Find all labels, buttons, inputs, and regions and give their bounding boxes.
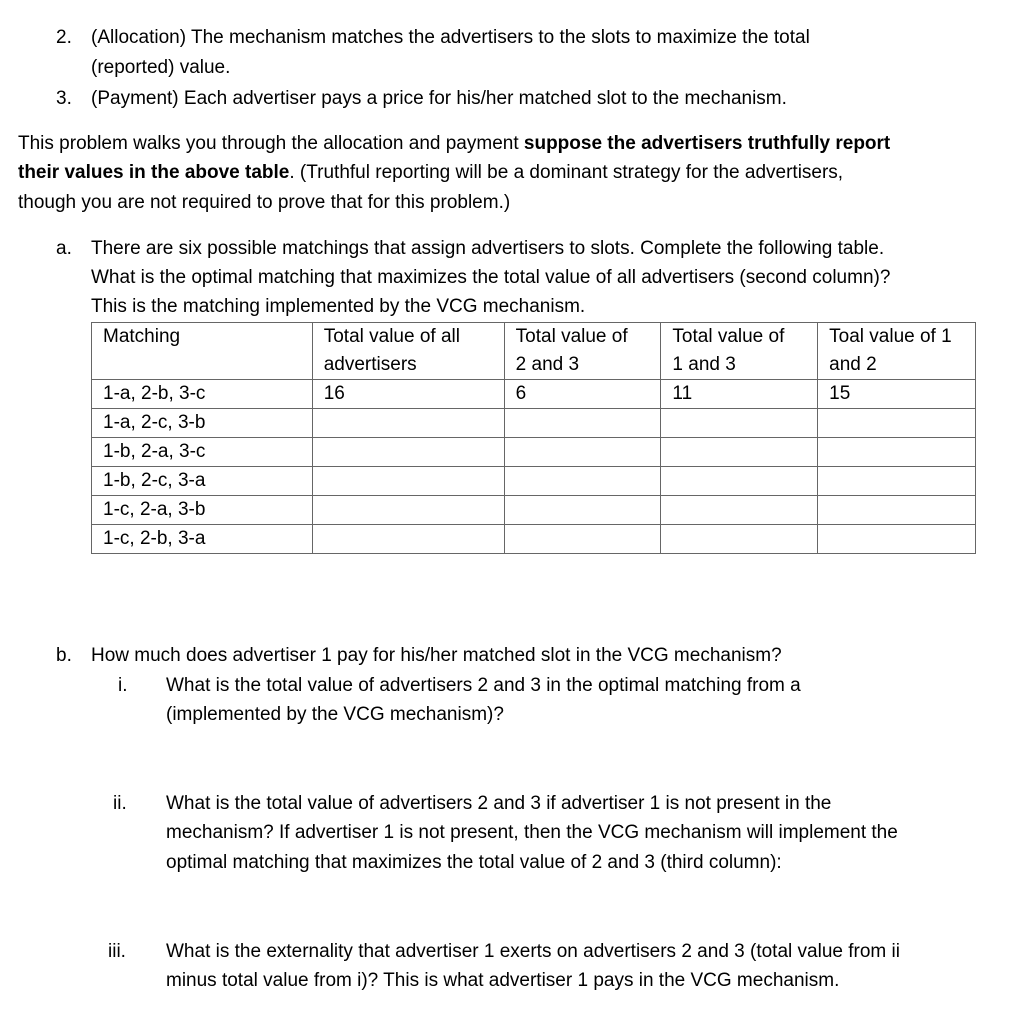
intro-line-2-plain: . (Truthful reporting will be a dominant strategy for the advertisers, [289,162,844,183]
header-total-all: Total value of all advertisers [312,323,504,380]
sub-ii-line-1: What is the total value of advertisers 2 and 3 if advertiser 1 is not present in the [166,793,832,814]
header-total-1-3: Total value of 1 and 3 [661,323,818,380]
cell-total-1-2[interactable]: 15 [818,380,976,409]
payment-line: (Payment) Each advertiser pays a price for his/her matched slot to the mechanism. [91,88,787,109]
part-a-line-2: What is the optimal matching that maximizes the total value of all advertisers (second column)? [91,267,891,288]
sub-ii-label: ii. [113,793,127,814]
intro-line-1-plain: This problem walks you through the allocation and payment [18,133,524,154]
cell-total-1-2[interactable] [818,496,976,525]
cell-matching: 1-b, 2-a, 3-c [92,438,313,467]
sub-ii-line-2: mechanism? If advertiser 1 is not present, then the VCG mechanism will implement the [166,822,898,843]
intro-line-2-bold: their values in the above table [18,162,290,183]
cell-matching: 1-b, 2-c, 3-a [92,467,313,496]
sub-i-line-1: What is the total value of advertisers 2 and 3 in the optimal matching from a [166,675,801,696]
part-a-label: a. [56,238,72,259]
cell-total-1-2[interactable] [818,467,976,496]
cell-total-2-3[interactable] [504,438,661,467]
cell-matching: 1-a, 2-c, 3-b [92,409,313,438]
allocation-line-1: (Allocation) The mechanism matches the advertisers to the slots to maximize the total [91,27,810,48]
cell-total-1-3[interactable] [661,467,818,496]
table-row [92,525,976,554]
cell-total-all[interactable] [312,467,504,496]
cell-total-2-3[interactable] [504,496,661,525]
table-row [92,380,976,409]
part-b-label: b. [56,645,72,666]
cell-total-all[interactable] [312,438,504,467]
table-row [92,496,976,525]
part-b-question: How much does advertiser 1 pay for his/her matched slot in the VCG mechanism? [91,645,782,666]
sub-ii-line-3: optimal matching that maximizes the total value of 2 and 3 (third column): [166,852,782,873]
sub-i-line-2: (implemented by the VCG mechanism)? [166,704,504,725]
cell-total-2-3[interactable] [504,409,661,438]
table-row [92,467,976,496]
table-row [92,409,976,438]
sub-iii-line-1: What is the externality that advertiser 1 exerts on advertisers 2 and 3 (total value from ii [166,941,900,962]
sub-iii-label: iii. [108,941,126,962]
cell-total-2-3[interactable] [504,467,661,496]
sub-i-label: i. [118,675,128,696]
list-number-2: 2. [56,27,72,48]
cell-total-1-2[interactable] [818,525,976,554]
table-header-row [92,323,976,380]
matching-table [91,322,976,554]
intro-line-1 [18,129,890,158]
cell-total-all[interactable] [312,409,504,438]
cell-total-1-3[interactable] [661,438,818,467]
intro-line-2 [18,158,843,187]
cell-total-1-2[interactable] [818,409,976,438]
cell-total-1-2[interactable] [818,438,976,467]
cell-total-1-3[interactable] [661,409,818,438]
cell-total-all[interactable] [312,525,504,554]
cell-total-all[interactable] [312,496,504,525]
header-total-2-3: Total value of 2 and 3 [504,323,661,380]
part-a-line-1: There are six possible matchings that assign advertisers to slots. Complete the following table. [91,238,885,259]
cell-total-2-3[interactable]: 6 [504,380,661,409]
allocation-line-2: (reported) value. [91,57,231,78]
header-total-1-2: Toal value of 1 and 2 [818,323,976,380]
sub-iii-line-2: minus total value from i)? This is what advertiser 1 pays in the VCG mechanism. [166,970,840,991]
cell-total-1-3[interactable]: 11 [661,380,818,409]
table-row [92,438,976,467]
part-a-line-3: This is the matching implemented by the VCG mechanism. [91,296,586,317]
cell-matching: 1-a, 2-b, 3-c [92,380,313,409]
cell-total-all[interactable]: 16 [312,380,504,409]
list-number-3: 3. [56,88,72,109]
cell-matching: 1-c, 2-a, 3-b [92,496,313,525]
header-matching: Matching [92,323,313,380]
cell-total-1-3[interactable] [661,525,818,554]
intro-line-1-bold: suppose the advertisers truthfully report [523,133,891,154]
cell-total-1-3[interactable] [661,496,818,525]
intro-line-3: though you are not required to prove that for this problem.) [18,192,511,213]
cell-total-2-3[interactable] [504,525,661,554]
cell-matching: 1-c, 2-b, 3-a [92,525,313,554]
